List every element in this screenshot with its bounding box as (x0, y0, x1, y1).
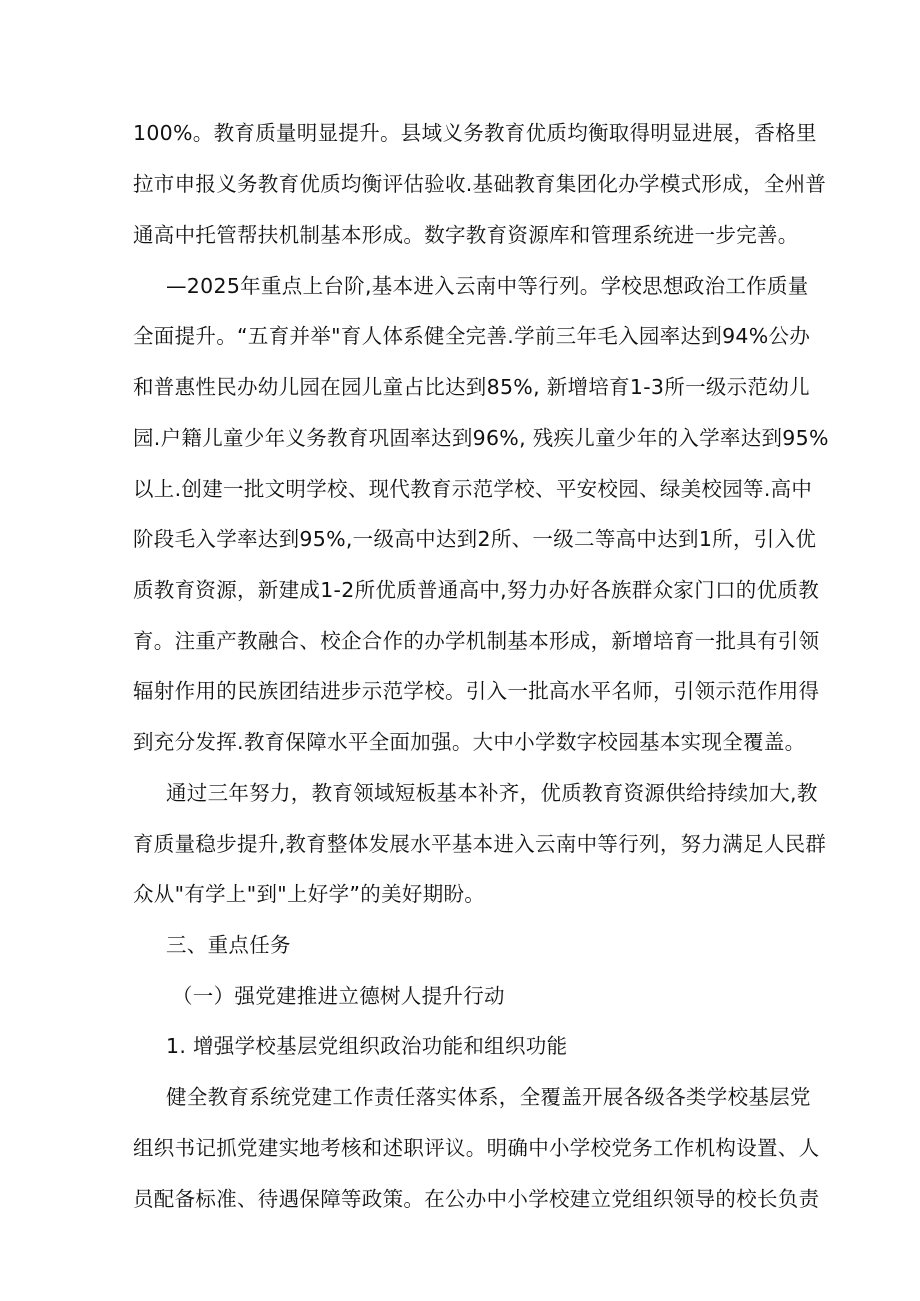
paragraph-line: 组织书记抓党建实地考核和述职评议。明确中小学校党务工作机构设置、人 (133, 1136, 820, 1160)
paragraph-line: 通高中托管帮扶机制基本形成。数字教育资源库和管理系统进一步完善。 (133, 223, 799, 247)
paragraph-line: 育质量稳步提升,教育整体发展水平基本进入云南中等行列，努力满足人民群 (133, 832, 827, 856)
subsection-heading: （一）强党建推进立德树人提升行动 (172, 984, 505, 1008)
item-heading: 1. 增强学校基层党组织政治功能和组织功能 (166, 1034, 568, 1058)
paragraph-line: 育。注重产教融合、校企合作的办学机制基本形成，新增培育一批具有引领 (133, 629, 820, 653)
paragraph-line: 辐射作用的民族团结进步示范学校。引入一批高水平名师，引领示范作用得 (133, 679, 820, 703)
paragraph-line: 健全教育系统党建工作责任落实体系，全覆盖开展各级各类学校基层党 (166, 1085, 811, 1109)
paragraph-line: 阶段毛入学率达到95%,一级高中达到2所、一级二等高中达到1所，引入优 (133, 527, 817, 551)
paragraph-line: 到充分发挥.教育保障水平全面加强。大中小学数字校园基本实现全覆盖。 (133, 730, 806, 754)
paragraph-line: —2025年重点上台阶,基本进入云南中等行列。学校思想政治工作质量 (166, 274, 809, 298)
paragraph-line: 100%。教育质量明显提升。县域义务教育优质均衡取得明显进展，香格里 (133, 121, 817, 145)
paragraph-line: 和普惠性民办幼儿园在园儿童占比达到85%, 新增培育1-3所一级示范幼儿 (133, 375, 810, 399)
paragraph-line: 员配备标准、待遇保障等政策。在公办中小学校建立党组织领导的校长负责 (133, 1187, 820, 1211)
paragraph-line: 以上.创建一批文明学校、现代教育示范学校、平安校园、绿美校园等.高中 (133, 477, 813, 501)
paragraph-line: 通过三年努力，教育领域短板基本补齐，优质教育资源供给持续加大,教 (166, 781, 818, 805)
paragraph-line: 园.户籍儿童少年义务教育巩固率达到96%, 残疾儿童少年的入学率达到95% (133, 426, 829, 450)
paragraph-line: 全面提升。“五育并举"育人体系健全完善.学前三年毛入园率达到94%公办 (133, 324, 811, 348)
section-heading: 三、重点任务 (166, 933, 291, 957)
paragraph-line: 拉市申报义务教育优质均衡评估验收.基础教育集团化办学模式形成，全州普 (133, 172, 827, 196)
paragraph-line: 质教育资源，新建成1-2所优质普通高中,努力办好各族群众家门口的优质教 (133, 578, 819, 602)
paragraph-line: 众从"有学上"到"上好学”的美好期盼。 (133, 882, 486, 906)
